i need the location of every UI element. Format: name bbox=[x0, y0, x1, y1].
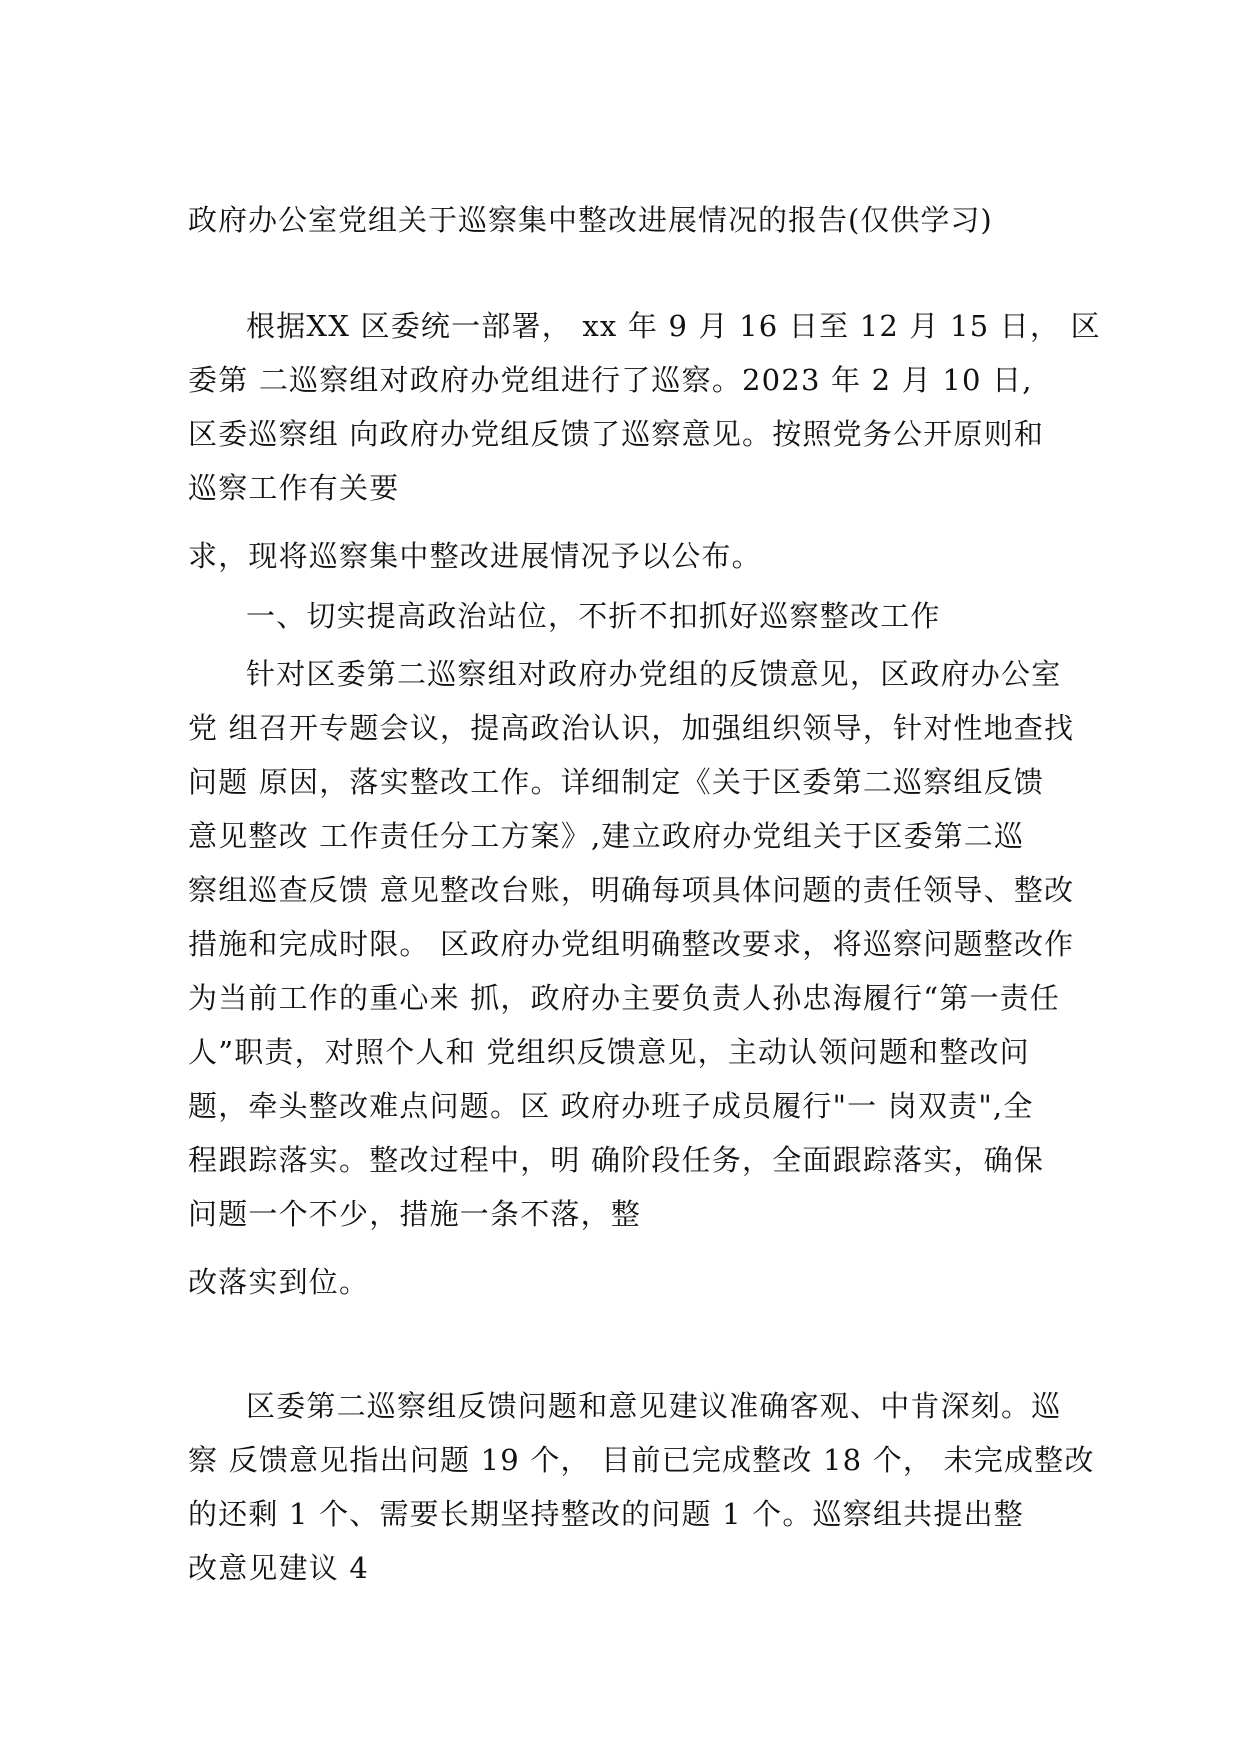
paragraph-line: 党 组召开专题会议，提高政治认识，加强组织领导，针对性地查找 bbox=[188, 711, 1075, 745]
paragraph-line: 问题一个不少，措施一条不落，整 bbox=[188, 1197, 642, 1231]
paragraph-line: 的还剩 1 个、需要长期坚持整改的问题 1 个。巡察组共提出整 bbox=[188, 1497, 1024, 1531]
paragraph-line: 针对区委第二巡察组对政府办党组的反馈意见，区政府办公室 bbox=[246, 657, 1062, 691]
paragraph-line: 措施和完成时限。 区政府办党组明确整改要求，将巡察问题整改作 bbox=[188, 927, 1075, 961]
paragraph-line: 为当前工作的重心来 抓，政府办主要负责人孙忠海履行“第一责任 bbox=[188, 981, 1061, 1015]
paragraph-line: 程跟踪落实。整改过程中，明 确阶段任务，全面跟踪落实，确保 bbox=[188, 1143, 1045, 1177]
paragraph-line: 改落实到位。 bbox=[188, 1265, 370, 1299]
paragraph-line: 改意见建议 4 bbox=[188, 1551, 370, 1585]
paragraph-line: 问题 原因，落实整改工作。详细制定《关于区委第二巡察组反馈 bbox=[188, 765, 1045, 799]
paragraph-line: 区委巡察组 向政府办党组反馈了巡察意见。按照党务公开原则和 bbox=[188, 417, 1045, 451]
paragraph-line: 区委第二巡察组反馈问题和意见建议准确客观、中肯深刻。巡 bbox=[246, 1389, 1062, 1423]
section-heading: 一、切实提高政治站位，不折不扣抓好巡察整改工作 bbox=[246, 599, 941, 633]
paragraph-line: 意见整改 工作责任分工方案》,建立政府办党组关于区委第二巡 bbox=[188, 819, 1025, 853]
paragraph-line: 人”职责，对照个人和 党组织反馈意见，主动认领问题和整改问 bbox=[188, 1035, 1030, 1069]
paragraph-line: 题，牵头整改难点问题。区 政府办班子成员履行"一 岗双责",全 bbox=[188, 1089, 1034, 1123]
paragraph-line: 察 反馈意见指出问题 19 个， 目前已完成整改 18 个， 未完成整改 bbox=[188, 1443, 1095, 1477]
document-title: 政府办公室党组关于巡察集中整改进展情况的报告(仅供学习) bbox=[188, 203, 993, 237]
paragraph-line: 察组巡查反馈 意见整改台账，明确每项具体问题的责任领导、整改 bbox=[188, 873, 1075, 907]
paragraph-line: 委第 二巡察组对政府办党组进行了巡察。2023 年 2 月 10 日, bbox=[188, 363, 1033, 397]
paragraph-line: 根据XX 区委统一部署， xx 年 9 月 16 日至 12 月 15 日， 区 bbox=[246, 309, 1101, 343]
paragraph-line: 巡察工作有关要 bbox=[188, 471, 400, 505]
paragraph-line: 求，现将巡察集中整改进展情况予以公布。 bbox=[188, 539, 762, 573]
